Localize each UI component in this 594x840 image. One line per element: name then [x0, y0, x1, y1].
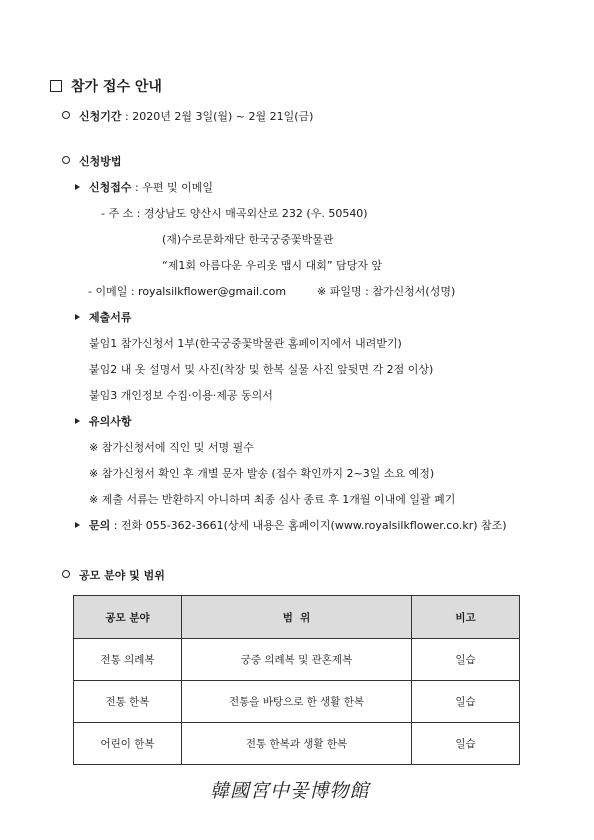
period-line [62, 108, 313, 124]
submission-label: 신청접수 [89, 181, 132, 194]
categories-heading [62, 567, 165, 583]
method-heading [62, 153, 122, 169]
notes-heading [75, 413, 132, 429]
table-cell: 전통을 바탕으로 한 생활 한복 [182, 681, 412, 723]
documents-heading [75, 309, 132, 325]
circle-bullet-icon [62, 570, 70, 578]
note-item-2: ※ 참가신청서 확인 후 개별 문자 발송 (접수 확인까지 2~3일 소요 예정) [89, 467, 435, 480]
triangle-bullet-icon [75, 184, 80, 190]
inquiry-value: : 전화 055-362-3661(상세 내용은 홈페이지(www.royalsilkflower.co.kr) 참조) [110, 519, 507, 532]
section-heading [50, 76, 162, 96]
note-item-3: ※ 제출 서류는 반환하지 아니하며 최종 심사 종료 후 1개월 이내에 일괄 폐기 [89, 493, 456, 506]
method-label: 신청방법 [79, 155, 122, 168]
note-item-1: ※ 참가신청서에 직인 및 서명 필수 [89, 441, 254, 454]
table-row [74, 639, 520, 681]
inquiry-label: 문의 [89, 519, 111, 532]
table-row [74, 723, 520, 765]
address-line-2: (재)수로문화재단 한국궁중꽃박물관 [162, 233, 334, 246]
table-cell: 궁중 의례복 및 관혼제복 [182, 639, 412, 681]
checkbox-square-icon [50, 80, 62, 92]
categories-table [73, 595, 520, 765]
documents-label: 제출서류 [89, 311, 132, 324]
table-cell: 일습 [412, 681, 520, 723]
triangle-bullet-icon [75, 522, 80, 528]
circle-bullet-icon [62, 111, 70, 119]
period-label: 신청기간 [79, 110, 122, 123]
triangle-bullet-icon [75, 314, 80, 320]
address-line-3: “제1회 아름다운 우리옷 맵시 대회” 담당자 앞 [162, 259, 383, 272]
document-item-3: 붙임3 개인정보 수집·이용·제공 동의서 [89, 389, 273, 402]
inquiry-line [75, 517, 507, 533]
table-cell: 전통 의례복 [74, 639, 182, 681]
table-header-row [74, 596, 520, 639]
email-line: - 이메일 : royalsilkflower@gmail.com [88, 285, 287, 298]
categories-label: 공모 분야 및 범위 [79, 569, 165, 582]
submission-line [75, 179, 213, 195]
address-line-1: - 주 소 : 경상남도 양산시 매곡외산로 232 (우. 50540) [101, 207, 368, 220]
triangle-bullet-icon [75, 418, 80, 424]
heading-text: 참가 접수 안내 [71, 79, 162, 95]
period-value: : 2020년 2월 3일(월) ~ 2월 21일(금) [121, 110, 314, 123]
document-item-1: 붙임1 참가신청서 1부(한국궁중꽃박물관 홈페이지에서 내려받기) [89, 337, 402, 350]
table-cell: 일습 [412, 639, 520, 681]
table-row [74, 681, 520, 723]
document-item-2: 붙임2 내 옷 설명서 및 사진(착장 및 한복 실물 사진 앞뒷면 각 2점 이상) [89, 363, 434, 376]
filename-line: ※ 파일명 : 참가신청서(성명) [317, 285, 456, 298]
notes-label: 유의사항 [89, 415, 132, 428]
column-header: 비고 [412, 596, 520, 639]
table-cell: 전통 한복 [74, 681, 182, 723]
table-cell: 전통 한복과 생활 한복 [182, 723, 412, 765]
column-header: 범 위 [182, 596, 412, 639]
submission-value: : 우편 및 이메일 [131, 181, 213, 194]
column-header: 공모 분야 [74, 596, 182, 639]
circle-bullet-icon [62, 156, 70, 164]
table-cell: 일습 [412, 723, 520, 765]
museum-logo: 韓國宮中꽃博物館 [210, 780, 370, 802]
table-cell: 어린이 한복 [74, 723, 182, 765]
